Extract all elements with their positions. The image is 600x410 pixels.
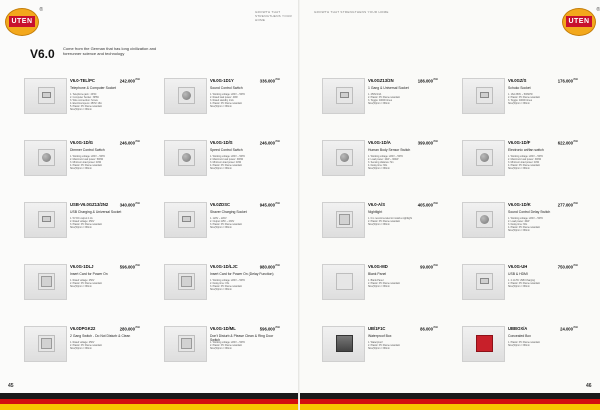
spec-line: 3. Wire connection: Screw	[70, 99, 98, 103]
product-specs	[508, 279, 578, 288]
spec-line: Size(W)mm = 86mm	[508, 285, 530, 289]
product-code: V6.0G-1D/G	[70, 140, 94, 145]
product-image	[164, 202, 207, 238]
switch-button-icon	[339, 214, 350, 225]
product-card	[24, 264, 140, 326]
spec-line: 2. Plastic: PC Flame retardant	[368, 344, 400, 348]
spec-line: Size(W)mm = 86mm	[70, 167, 92, 171]
product-price	[120, 140, 140, 145]
product-image	[322, 140, 365, 176]
product-name: Waterproof Box	[368, 334, 392, 338]
product-code: V6.0-A/S	[368, 202, 385, 207]
price-unit: VNĐ	[572, 264, 578, 267]
product-code: V6.0G-UH	[508, 264, 528, 269]
product-code: V6.0G-1D1Y	[210, 78, 234, 83]
spec-line: 1. Working voltage: 220V ~ 50Hz	[508, 155, 543, 158]
dial-knob-icon	[42, 153, 51, 162]
product-name: 1 Gang & Universal Socket	[368, 86, 409, 90]
product-card	[24, 140, 140, 202]
price-value: 405.000	[417, 202, 433, 208]
price-value: 277.000	[557, 202, 573, 208]
price-value: 24.000	[560, 326, 573, 332]
spec-line: 3. Sensing distance: 5m	[368, 161, 394, 165]
spec-line: 1. 16A 250V ~ 50/60Hz	[508, 93, 533, 96]
product-code: V6.0G-MD	[368, 264, 388, 269]
product-specs	[508, 93, 578, 105]
spec-line: Size(W)mm = 86mm	[368, 102, 390, 106]
product-code: V6.0-TEL/PC	[70, 78, 95, 83]
product-price	[260, 78, 280, 83]
spec-line: 1. Working voltage: 220V ~ 50Hz	[210, 341, 245, 344]
product-specs	[210, 155, 280, 170]
product-name: Insert Card for Power On	[70, 272, 108, 276]
spec-line: 3. Minimum load power: 40W	[210, 161, 241, 165]
spec-line: 2. Rated voltage: 250V	[70, 220, 95, 224]
product-image	[322, 78, 365, 114]
product-image	[462, 140, 505, 176]
spec-line: Size(W)mm = 86mm	[210, 288, 232, 292]
brand-logo: UTEN ®	[5, 8, 39, 36]
product-specs	[368, 93, 438, 105]
price-value: 86.000	[420, 326, 433, 332]
product-price	[418, 202, 438, 207]
spec-line: 1. Working voltage: 220V ~ 50Hz	[70, 155, 105, 158]
spec-line: 3. Plastic: PC Flame retardant	[210, 285, 242, 289]
product-specs	[70, 341, 140, 350]
spec-line: 2. Rated load power: 40W	[210, 96, 238, 100]
price-value: 336.000	[259, 78, 275, 84]
product-price	[260, 326, 280, 331]
product-name: Sound Control Switch	[210, 86, 243, 90]
product-card	[24, 326, 140, 388]
spec-line: 2. Load power: 40W	[508, 220, 530, 224]
product-image	[24, 202, 67, 238]
product-price	[260, 140, 280, 145]
spec-line: Size(W)mm = 86mm	[368, 285, 390, 289]
header-tagline-right: GROWTH THAT STRENGTHENS YOUR HOME	[314, 10, 389, 14]
spec-line: 3. Rated standby 1mA	[210, 99, 234, 103]
product-name: Speed Control Switch	[210, 148, 243, 152]
product-image	[164, 264, 207, 300]
product-image	[462, 326, 505, 362]
price-unit: VNĐ	[572, 326, 578, 329]
switch-button-icon	[41, 276, 52, 287]
spec-line: 4. Electrical specs: 250V/ 16A	[70, 102, 102, 106]
spec-line: 1. Rated voltage: 250V	[70, 341, 95, 344]
spec-line: 1. Plastic: PC Flame retardant	[508, 341, 540, 344]
section-title: V6.0	[30, 47, 55, 61]
product-price	[558, 264, 578, 269]
price-value: 246.000	[119, 140, 135, 146]
switch-button-icon	[181, 338, 192, 349]
product-specs	[210, 217, 280, 229]
price-value: 340.000	[119, 202, 135, 208]
spec-line: 3. Minimum load power: 40W	[508, 161, 539, 165]
product-name: Blank Panel	[368, 272, 387, 276]
spec-line: 3. Toggle: 40000 times	[368, 99, 393, 103]
product-card	[322, 78, 438, 140]
spec-line: 2. Output 115V ~ 230V	[210, 220, 235, 224]
spec-line: 4. Delay time: 60s	[368, 164, 388, 168]
product-code: V6.0GZ/S	[508, 78, 527, 83]
price-unit: VNĐ	[134, 264, 140, 267]
product-image	[462, 264, 505, 300]
spec-line: 3. Delay time: 60s	[508, 223, 528, 227]
spec-line: Size(W)mm = 86mm	[368, 167, 390, 171]
price-value: 622.000	[557, 140, 573, 146]
dial-knob-icon	[480, 215, 489, 224]
product-code: V6.0GZ13/2N	[368, 78, 394, 83]
product-name: 2 Gang Switch - Do Not Disturb & Clean	[70, 334, 131, 338]
product-price	[420, 326, 438, 331]
price-unit: VNĐ	[432, 140, 438, 143]
spec-line: Size(W)mm = 86mm	[508, 229, 530, 233]
spec-line: 3. Plastic: PC Flame retardant	[210, 223, 242, 227]
product-image	[24, 78, 67, 114]
product-price	[120, 326, 140, 331]
spec-line: 4. Plastic: PC Flame retardant	[508, 226, 540, 230]
product-specs	[70, 93, 140, 112]
section-description: Come from the German that has long civilization and forerunner science and technology	[63, 46, 157, 56]
spec-line: Size(W)mm = 86mm	[70, 285, 92, 289]
spec-line: 1. Working voltage: 220V ~ 50Hz	[210, 155, 245, 158]
brand-logo-text: UTEN	[9, 16, 35, 27]
product-image	[462, 78, 505, 114]
socket-outlet-icon	[42, 92, 51, 98]
product-specs	[70, 155, 140, 170]
product-card	[164, 202, 280, 264]
price-value: 176.000	[557, 78, 573, 84]
product-price	[558, 140, 578, 145]
spec-line: 4. Plastic: PC Flame retardant	[210, 164, 242, 168]
spec-line: 2. Plastic: PC Flame retardant	[70, 282, 102, 286]
product-price	[420, 264, 438, 269]
price-unit: VNĐ	[274, 140, 280, 143]
product-specs	[368, 279, 438, 288]
product-image	[462, 202, 505, 238]
product-name: USB Charging & Universal Socket	[70, 210, 122, 214]
spec-line: Size(W)mm = 86mm	[508, 167, 530, 171]
spec-line: 1. Working voltage: 220V ~ 50Hz	[368, 155, 403, 158]
price-unit: VNĐ	[572, 140, 578, 143]
spec-line: Size(W)mm = 86mm	[210, 226, 232, 230]
spec-line: 1. 5V DC output 2.1A	[70, 217, 93, 220]
spec-line: 1. 250V/13A	[368, 93, 382, 96]
product-image	[322, 264, 365, 300]
product-price	[120, 264, 140, 269]
product-card	[462, 264, 578, 326]
spec-line: 1. Blank Panel	[368, 279, 384, 282]
price-unit: VNĐ	[572, 78, 578, 81]
price-value: 750.000	[557, 264, 573, 270]
product-name: USB & HDMI	[508, 272, 528, 276]
product-specs	[368, 155, 438, 170]
product-price	[260, 202, 280, 207]
dial-knob-icon	[340, 153, 349, 162]
price-unit: VNĐ	[274, 202, 280, 205]
spec-line: 2. Maximum load power: 300W	[210, 158, 243, 162]
product-image	[164, 78, 207, 114]
spec-line: 2. Plastic: PC Flame retardant	[368, 96, 400, 100]
spec-line: 4. Plastic: PC Flame retardant	[508, 164, 540, 168]
socket-outlet-icon	[480, 92, 489, 98]
dial-knob-icon	[480, 153, 489, 162]
product-name: Sound Control Delay Switch	[508, 210, 551, 214]
price-value: 596.000	[119, 264, 135, 270]
product-price	[558, 78, 578, 83]
price-unit: VNĐ	[134, 326, 140, 329]
product-specs	[508, 155, 578, 170]
socket-outlet-icon	[42, 216, 51, 222]
spec-line: Size(W)mm = 86mm	[70, 226, 92, 230]
spec-line: Size(W)mm = 86mm	[70, 347, 92, 351]
spec-line: Size(W)mm = 86mm	[210, 105, 232, 109]
product-specs	[368, 217, 438, 226]
switch-button-icon	[181, 276, 192, 287]
product-specs	[210, 341, 280, 350]
product-name: Human Body Sensor Switch	[368, 148, 411, 152]
spec-line: 1. Working voltage: 220V ~ 50Hz	[508, 217, 543, 220]
spec-line: 3. Minimum load power: 40W	[70, 161, 101, 165]
price-unit: VNĐ	[134, 140, 140, 143]
wall-plate-icon	[476, 335, 493, 352]
price-value: 596.000	[259, 326, 275, 332]
dial-knob-icon	[182, 91, 191, 100]
product-specs	[508, 341, 578, 347]
spec-line: 1. Working voltage: 220V ~ 50Hz	[210, 279, 245, 282]
switch-button-icon	[41, 338, 52, 349]
spec-line: 1. 2.1A 5V USB Charging	[508, 279, 535, 282]
product-specs	[210, 93, 280, 108]
price-unit: VNĐ	[432, 326, 438, 329]
product-card	[322, 202, 438, 264]
product-name: Dimmer Control Switch	[70, 148, 105, 152]
spec-line: 3. Plastic: PC Flame retardant	[70, 223, 102, 227]
wall-plate-icon	[336, 273, 353, 290]
product-card	[462, 202, 578, 264]
product-image	[164, 140, 207, 176]
price-unit: VNĐ	[432, 202, 438, 205]
product-name: Telephone & Computer Socket	[70, 86, 116, 90]
product-name: Nightlight	[368, 210, 383, 214]
price-value: 980.000	[259, 264, 275, 270]
product-code: V6.0G-1D/A	[368, 140, 391, 145]
wall-plate-icon	[336, 335, 353, 352]
spec-line: 1. 120V ~ 220V	[210, 217, 227, 220]
product-card	[462, 326, 578, 388]
price-unit: VNĐ	[274, 326, 280, 329]
socket-outlet-icon	[182, 216, 191, 222]
price-unit: VNĐ	[432, 264, 438, 267]
product-name: Shaver Charging Socket	[210, 210, 247, 214]
product-code: V6.0G-1DLJ	[70, 264, 94, 269]
spec-line: 2. Delay time: 15s	[210, 282, 230, 286]
product-code: UB/1F1C	[368, 326, 386, 331]
product-card	[462, 140, 578, 202]
product-code: V6.0G-1D/F	[508, 140, 531, 145]
product-card	[164, 264, 280, 326]
product-card	[164, 78, 280, 140]
spec-line: 1. Working voltage: 220V ~ 50Hz	[210, 93, 245, 96]
product-name: Insert Card for Power On (Delay Function)	[210, 272, 274, 276]
product-image	[24, 140, 67, 176]
price-unit: VNĐ	[274, 264, 280, 267]
price-value: 186.000	[417, 78, 433, 84]
brand-logo-text-right: UTEN	[566, 16, 592, 27]
spec-line: 2. Maximum load power: 300W	[508, 158, 541, 162]
product-code: V6.0G-1D/S	[210, 140, 233, 145]
price-unit: VNĐ	[274, 78, 280, 81]
product-card	[322, 140, 438, 202]
spec-line: 1. Waterproof	[368, 341, 383, 344]
product-price	[120, 202, 140, 207]
brand-logo-right: UTEN ®	[562, 8, 596, 36]
spec-line: Size(W)mm = 86mm	[368, 347, 390, 351]
spec-line: 2. Plastic: PC Flame retardant	[508, 96, 540, 100]
price-value: 945.000	[259, 202, 275, 208]
price-unit: VNĐ	[134, 202, 140, 205]
product-specs	[508, 217, 578, 232]
product-price	[260, 264, 280, 269]
product-specs	[70, 217, 140, 229]
price-unit: VNĐ	[572, 202, 578, 205]
spec-line: 2. Plastic: PC Flame retardant	[508, 282, 540, 286]
product-name: Don't Disturb & Please Clean & Ring Door Switch	[210, 334, 274, 342]
product-card	[24, 202, 140, 264]
socket-outlet-icon	[480, 278, 489, 284]
product-specs	[368, 341, 438, 350]
price-value: 399.000	[417, 140, 433, 146]
spec-line: 4. Plastic: PC Flame retardant	[70, 164, 102, 168]
header-tagline: GROWTH THAT STRENGTHENS YOUR HOME	[255, 10, 292, 22]
page-number-left: 45	[8, 383, 14, 389]
price-unit: VNĐ	[432, 78, 438, 81]
page-number-right: 46	[586, 383, 592, 389]
price-value: 246.000	[259, 140, 275, 146]
spec-line: 2. Plastic: PC Flame retardant	[210, 344, 242, 348]
german-flag-stripe	[0, 393, 300, 410]
spec-line: 2. Plastic: PC Flame retardant	[70, 344, 102, 348]
spec-line: 3. Toggle: 40000 times	[508, 99, 533, 103]
product-price	[558, 202, 578, 207]
spec-line: 1. It is recommended to install a nightlight	[368, 217, 412, 220]
product-image	[322, 202, 365, 238]
spec-line: 1. Telephone jack : 4P4C	[70, 93, 97, 96]
german-flag-stripe-right	[300, 393, 600, 410]
spec-line: 2. Computer Socket : 8P8C	[70, 96, 100, 100]
spec-line: 2. Plastic: PC Flame retardant	[368, 282, 400, 286]
product-code: V6.0G-1D/ML	[210, 326, 236, 331]
dial-knob-icon	[182, 153, 191, 162]
product-code: USB-V6.0GZ13/2N2	[70, 202, 109, 207]
product-specs	[70, 279, 140, 288]
product-price	[418, 78, 438, 83]
product-card	[462, 78, 578, 140]
product-image	[322, 326, 365, 362]
product-card	[24, 78, 140, 140]
right-page	[300, 0, 600, 410]
price-value: 99.000	[420, 264, 433, 270]
product-card	[322, 326, 438, 388]
spec-line: 4. Plastic: PC Flame retardant	[210, 102, 242, 106]
spec-line: Size(W)mm = 86mm	[210, 347, 232, 351]
price-unit: VNĐ	[134, 78, 140, 81]
product-code: V6.0ZDSC	[210, 202, 231, 207]
product-name: Concealed Box	[508, 334, 531, 338]
product-code: V6.0DPGK22	[70, 326, 96, 331]
product-code: V6.0G-1D/K	[508, 202, 531, 207]
spec-line: 2. Maximum load power: 500W	[70, 158, 103, 162]
product-card	[164, 326, 280, 388]
socket-outlet-icon	[340, 92, 349, 98]
spec-line: 1. Rated voltage: 250V	[70, 279, 95, 282]
product-card	[322, 264, 438, 326]
product-specs	[210, 279, 280, 291]
product-price	[120, 78, 140, 83]
spec-line: Size(W)mm = 86mm	[210, 167, 232, 171]
price-value: 280.000	[119, 326, 135, 332]
spec-line: Size(W)mm = 86mm	[368, 223, 390, 227]
price-value: 242.000	[119, 78, 135, 84]
product-name: Schuko Socket	[508, 86, 531, 90]
product-image	[24, 326, 67, 362]
spec-line: Size(W)mm = 86mm	[508, 344, 530, 348]
product-price	[560, 326, 578, 331]
product-card	[164, 140, 280, 202]
spec-line: 2. Plastic: PC Flame retardant	[368, 220, 400, 224]
spec-line: 5. Plastic: PC Flame retardant	[70, 105, 102, 109]
spec-line: Size(W)mm = 86mm	[70, 108, 92, 112]
product-code: V6.0G-1D/LJC	[210, 264, 238, 269]
product-name: Electronic art/fan switch	[508, 148, 544, 152]
product-image	[164, 326, 207, 362]
spec-line: 2. Load power: 10W ~ 300W	[368, 158, 399, 162]
product-image	[24, 264, 67, 300]
product-price	[418, 140, 438, 145]
spec-line: Size(W)mm = 86mm	[508, 102, 530, 106]
product-code: UBBOX/A	[508, 326, 528, 331]
